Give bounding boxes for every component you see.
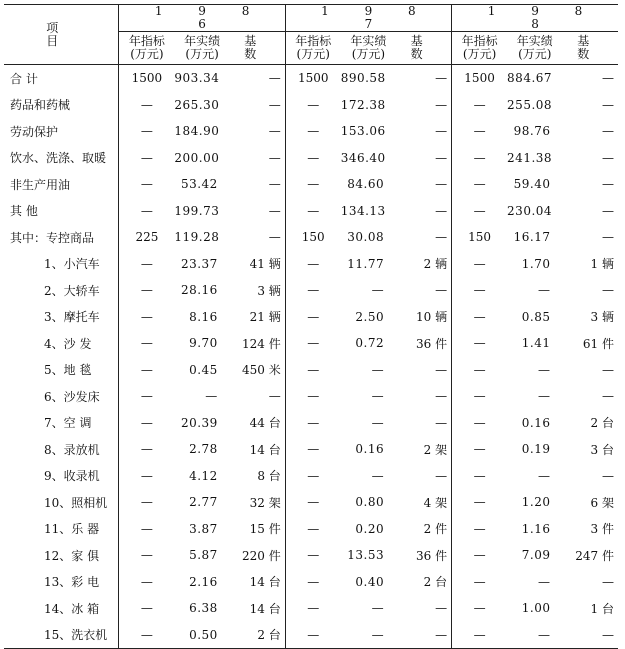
cell-base-1988: — — [602, 362, 614, 377]
cell-actual-1987: 153.06 — [340, 124, 386, 139]
row-item-label: 10、照相机 — [4, 489, 119, 516]
cell-base-1987: 2 辆 — [396, 251, 451, 278]
row-item-label: 3、摩托车 — [4, 304, 119, 331]
cell-actual-1987: — — [371, 389, 385, 404]
table-row — [4, 92, 618, 119]
col-header-target-line-2: (万元) — [462, 47, 497, 61]
cell-actual-1987: — — [371, 601, 385, 616]
cell-actual-1988: 1.70 — [521, 256, 551, 271]
cell-target-1986: — — [140, 97, 153, 112]
cell-actual-1988: 0.85 — [521, 309, 551, 324]
cell-target-1986: 225 — [135, 230, 159, 245]
cell-target-1987: — — [307, 97, 320, 112]
cell-actual-1987: — — [371, 415, 385, 430]
cell-base-1988: — — [602, 389, 614, 404]
col-header-actual-line-1: 年实绩 — [350, 34, 387, 48]
cell-actual-1988: 16.17 — [513, 230, 551, 245]
cell-actual-1986: 20.39 — [180, 415, 218, 430]
cell-actual-1987: 890.58 — [340, 71, 386, 86]
cell-base-1986: — — [230, 198, 285, 225]
cell-base-1988: 3 辆 — [590, 310, 614, 325]
cell-actual-1988: 98.76 — [513, 124, 551, 139]
statistics-table — [4, 4, 618, 649]
row-item-label: 合 计 — [4, 65, 119, 92]
cell-target-1986: — — [140, 177, 153, 192]
cell-target-1988: — — [473, 548, 486, 563]
col-header-base-line-1: 基 数 — [577, 34, 604, 61]
col-header-base-line-1: 基 数 — [244, 34, 271, 61]
row-item-label: 13、彩 电 — [4, 569, 119, 596]
cell-target-1988: — — [473, 389, 486, 404]
cell-actual-1987: 0.72 — [355, 336, 385, 351]
cell-actual-1988: 1.16 — [521, 521, 551, 536]
cell-target-1987: — — [307, 336, 320, 351]
cell-base-1988: 3 台 — [590, 442, 614, 457]
cell-target-1987: — — [307, 309, 320, 324]
cell-actual-1988: 0.16 — [521, 415, 551, 430]
cell-base-1986: — — [230, 171, 285, 198]
col-header-target-line-1: 年指标 — [295, 34, 332, 48]
cell-target-1986: — — [140, 601, 153, 616]
cell-actual-1986: 0.50 — [174, 622, 229, 649]
cell-target-1986: — — [140, 521, 153, 536]
cell-actual-1986: 9.70 — [189, 336, 218, 351]
cell-base-1986: — — [230, 92, 285, 119]
cell-target-1986: — — [140, 468, 153, 483]
cell-base-1986: 14 台 — [230, 595, 285, 622]
cell-base-1986: 44 台 — [230, 410, 285, 437]
cell-base-1988: — — [562, 622, 618, 649]
table-row — [4, 65, 618, 92]
cell-target-1988: — — [473, 309, 486, 324]
cell-actual-1988: 884.67 — [507, 71, 553, 86]
cell-target-1988: — — [473, 336, 486, 351]
cell-target-1988: 1500 — [464, 71, 495, 86]
cell-base-1987: — — [396, 224, 451, 251]
col-header-base-1988 — [562, 32, 618, 65]
cell-target-1988: — — [473, 203, 486, 218]
cell-target-1986: — — [140, 574, 153, 589]
table-row — [4, 198, 618, 225]
cell-base-1986: 450 米 — [230, 357, 285, 384]
cell-actual-1986: 3.87 — [189, 521, 218, 536]
cell-actual-1986: 184.90 — [174, 124, 220, 139]
cell-actual-1987: — — [371, 283, 385, 298]
cell-base-1988: 6 架 — [590, 495, 614, 510]
col-header-actual-line-2: (万元) — [185, 47, 219, 61]
cell-target-1987: — — [307, 389, 320, 404]
cell-target-1987: — — [307, 203, 320, 218]
cell-target-1986: — — [140, 548, 153, 563]
cell-target-1987: — — [307, 150, 320, 165]
table-row — [4, 277, 618, 304]
cell-base-1988: 2 台 — [590, 416, 614, 431]
cell-base-1987: — — [396, 622, 451, 649]
cell-actual-1988: — — [537, 574, 551, 589]
cell-base-1987: — — [396, 463, 451, 490]
cell-actual-1988: 0.19 — [521, 442, 551, 457]
cell-target-1988: — — [473, 362, 486, 377]
cell-actual-1986: 2.77 — [189, 495, 218, 510]
cell-target-1988: — — [473, 495, 486, 510]
cell-base-1987: — — [396, 383, 451, 410]
cell-actual-1986: 53.42 — [180, 177, 218, 192]
col-header-actual-line-1: 年实绩 — [516, 34, 553, 48]
cell-actual-1988: — — [537, 468, 551, 483]
cell-target-1987: — — [285, 622, 340, 649]
cell-base-1988: — — [602, 177, 614, 192]
cell-base-1987: — — [396, 171, 451, 198]
cell-actual-1986: 200.00 — [174, 150, 220, 165]
cell-actual-1986: 5.87 — [189, 548, 218, 563]
cell-target-1988: — — [473, 601, 486, 616]
cell-actual-1986: 903.34 — [174, 71, 220, 86]
cell-target-1988: — — [473, 124, 486, 139]
cell-base-1986: 21 辆 — [230, 304, 285, 331]
year-header-1987: 1 9 8 7 — [285, 5, 451, 32]
cell-base-1987: — — [396, 145, 451, 172]
cell-target-1988: — — [473, 574, 486, 589]
cell-target-1987: — — [307, 415, 320, 430]
cell-target-1986: — — [140, 389, 153, 404]
cell-base-1988: 1 台 — [590, 601, 614, 616]
cell-base-1988: 247 件 — [575, 548, 614, 563]
cell-target-1986: — — [140, 495, 153, 510]
cell-target-1987: — — [307, 521, 320, 536]
cell-target-1988: — — [473, 468, 486, 483]
cell-base-1987: 10 辆 — [396, 304, 451, 331]
cell-actual-1988: 1.41 — [521, 336, 551, 351]
cell-target-1987: — — [307, 574, 320, 589]
cell-actual-1986: 4.12 — [189, 468, 218, 483]
cell-base-1988: — — [602, 468, 614, 483]
table-row — [4, 118, 618, 145]
cell-actual-1987: 134.13 — [340, 203, 386, 218]
item-column-header: 项 目 — [4, 5, 119, 65]
cell-target-1987: — — [307, 468, 320, 483]
cell-base-1987: 36 件 — [396, 542, 451, 569]
col-header-base-line-1: 基 数 — [410, 34, 437, 61]
row-item-label: 劳动保护 — [4, 118, 119, 145]
cell-base-1986: 15 件 — [230, 516, 285, 543]
table-row — [4, 251, 618, 278]
table-row — [4, 357, 618, 384]
row-item-label: 4、沙 发 — [4, 330, 119, 357]
cell-target-1987: 150 — [301, 230, 325, 245]
cell-actual-1987: 0.40 — [355, 574, 385, 589]
col-header-base-1986 — [230, 32, 285, 65]
cell-base-1988: 3 件 — [590, 522, 614, 537]
table-row — [4, 383, 618, 410]
cell-actual-1988: 1.00 — [521, 601, 551, 616]
cell-actual-1988: 241.38 — [507, 150, 553, 165]
cell-base-1986: 32 架 — [230, 489, 285, 516]
cell-target-1988: — — [473, 415, 486, 430]
col-header-actual-line-2: (万元) — [351, 47, 386, 61]
cell-target-1986: — — [140, 124, 153, 139]
col-header-base-1987 — [396, 32, 451, 65]
table-row — [4, 542, 618, 569]
cell-target-1987: — — [307, 548, 320, 563]
cell-target-1987: — — [307, 362, 320, 377]
cell-actual-1988: 230.04 — [507, 203, 553, 218]
table-row — [4, 410, 618, 437]
cell-actual-1987: — — [341, 622, 396, 649]
cell-target-1988: — — [473, 521, 486, 536]
data-table-sheet — [4, 4, 618, 649]
cell-target-1986: — — [140, 442, 153, 457]
cell-target-1987: — — [307, 177, 320, 192]
cell-target-1988: — — [473, 150, 486, 165]
cell-base-1988: — — [602, 203, 614, 218]
cell-actual-1987: 0.80 — [355, 495, 385, 510]
cell-base-1987: — — [396, 65, 451, 92]
row-item-label: 1、小汽车 — [4, 251, 119, 278]
cell-base-1987: — — [396, 277, 451, 304]
row-item-label: 7、空 调 — [4, 410, 119, 437]
cell-target-1987: — — [307, 442, 320, 457]
cell-actual-1986: 23.37 — [180, 256, 218, 271]
cell-base-1987: — — [396, 595, 451, 622]
year-header-1986: 1 9 8 6 — [119, 5, 285, 32]
cell-base-1987: 4 架 — [396, 489, 451, 516]
cell-actual-1987: 11.77 — [347, 256, 385, 271]
col-header-target-line-2: (万元) — [296, 47, 330, 61]
table-row — [4, 436, 618, 463]
cell-actual-1987: 84.60 — [347, 177, 385, 192]
cell-target-1986: — — [140, 362, 153, 377]
cell-base-1986: — — [230, 118, 285, 145]
cell-base-1988: — — [602, 574, 614, 589]
year-header-1988: 1 9 8 8 — [452, 5, 618, 32]
cell-base-1987: 36 件 — [396, 330, 451, 357]
cell-actual-1988: — — [537, 362, 551, 377]
cell-actual-1986: 8.16 — [189, 309, 218, 324]
col-header-target-1988 — [452, 32, 507, 65]
cell-base-1988: — — [602, 150, 614, 165]
cell-base-1986: — — [230, 145, 285, 172]
cell-actual-1988: — — [537, 283, 551, 298]
cell-base-1987: — — [396, 92, 451, 119]
cell-actual-1987: 2.50 — [355, 309, 385, 324]
cell-base-1988: — — [602, 124, 614, 139]
cell-target-1986: — — [140, 150, 153, 165]
cell-base-1986: — — [230, 65, 285, 92]
cell-actual-1986: 2.16 — [189, 574, 218, 589]
cell-target-1986: — — [140, 309, 153, 324]
cell-target-1987: — — [307, 283, 320, 298]
cell-base-1986: 2 台 — [230, 622, 285, 649]
col-header-target-1986 — [119, 32, 174, 65]
row-item-label: 2、大轿车 — [4, 277, 119, 304]
cell-actual-1986: — — [205, 389, 218, 404]
col-header-actual-1986 — [174, 32, 229, 65]
row-item-label: 14、冰 箱 — [4, 595, 119, 622]
cell-base-1986: 14 台 — [230, 569, 285, 596]
cell-actual-1988: 1.20 — [521, 495, 551, 510]
cell-target-1986: — — [140, 415, 153, 430]
cell-base-1987: 2 台 — [396, 569, 451, 596]
cell-base-1986: 8 台 — [230, 463, 285, 490]
cell-target-1988: — — [473, 283, 486, 298]
col-header-target-line-1: 年指标 — [461, 34, 498, 48]
cell-base-1987: — — [396, 410, 451, 437]
table-body — [4, 65, 618, 649]
cell-actual-1986: 265.30 — [174, 97, 220, 112]
cell-base-1987: 2 件 — [396, 516, 451, 543]
cell-target-1986: — — [140, 336, 153, 351]
cell-actual-1987: 0.20 — [355, 521, 385, 536]
col-header-target-1987 — [285, 32, 340, 65]
cell-base-1986: 3 辆 — [230, 277, 285, 304]
cell-target-1988: — — [473, 177, 486, 192]
cell-base-1988: 1 辆 — [590, 257, 614, 272]
table-row — [4, 304, 618, 331]
table-row — [4, 595, 618, 622]
row-item-label: 6、沙发床 — [4, 383, 119, 410]
col-header-actual-1988 — [507, 32, 562, 65]
cell-actual-1987: — — [371, 468, 385, 483]
cell-base-1986: 14 台 — [230, 436, 285, 463]
row-item-label: 8、录放机 — [4, 436, 119, 463]
cell-target-1987: — — [307, 256, 320, 271]
cell-actual-1986: 6.38 — [189, 601, 218, 616]
cell-actual-1987: 172.38 — [340, 97, 386, 112]
col-header-target-line-2: (万元) — [130, 47, 164, 61]
row-item-label: 非生产用油 — [4, 171, 119, 198]
cell-base-1987: 2 架 — [396, 436, 451, 463]
cell-actual-1988: — — [507, 622, 562, 649]
cell-base-1987: — — [396, 118, 451, 145]
cell-actual-1986: 119.28 — [174, 230, 220, 245]
cell-actual-1988: 255.08 — [507, 97, 553, 112]
table-row — [4, 224, 618, 251]
cell-target-1987: — — [307, 601, 320, 616]
cell-base-1988: — — [602, 97, 614, 112]
table-row — [4, 516, 618, 543]
cell-actual-1987: 346.40 — [340, 150, 386, 165]
cell-target-1988: 150 — [468, 230, 492, 245]
cell-base-1987: — — [396, 357, 451, 384]
cell-target-1986: — — [140, 203, 153, 218]
cell-target-1988: — — [473, 256, 486, 271]
cell-target-1986: — — [140, 283, 153, 298]
cell-actual-1987: 0.16 — [355, 442, 385, 457]
table-row — [4, 145, 618, 172]
row-item-label: 其 他 — [4, 198, 119, 225]
cell-base-1986: 124 件 — [230, 330, 285, 357]
table-row — [4, 622, 618, 649]
col-header-actual-1987 — [341, 32, 396, 65]
table-row — [4, 489, 618, 516]
cell-target-1986: 1500 — [131, 71, 163, 86]
cell-base-1986: — — [230, 224, 285, 251]
cell-actual-1987: 30.08 — [347, 230, 385, 245]
cell-target-1987: — — [307, 124, 320, 139]
cell-base-1986: — — [230, 383, 285, 410]
table-row — [4, 330, 618, 357]
col-header-actual-line-1: 年实绩 — [184, 34, 221, 48]
cell-actual-1986: 0.45 — [189, 362, 218, 377]
cell-target-1987: — — [307, 495, 320, 510]
table-row — [4, 463, 618, 490]
row-item-label: 饮水、洗涤、取暖 — [4, 145, 119, 172]
row-item-label: 11、乐 器 — [4, 516, 119, 543]
cell-target-1986: — — [119, 622, 174, 649]
col-header-actual-line-2: (万元) — [518, 47, 552, 61]
cell-actual-1987: — — [371, 362, 385, 377]
cell-base-1987: — — [396, 198, 451, 225]
cell-target-1988: — — [452, 622, 507, 649]
row-item-label: 15、洗衣机 — [4, 622, 119, 649]
col-header-target-line-1: 年指标 — [128, 34, 165, 48]
cell-actual-1988: — — [537, 389, 551, 404]
cell-base-1988: — — [602, 71, 614, 86]
cell-base-1988: — — [602, 283, 614, 298]
cell-actual-1988: 7.09 — [521, 548, 551, 563]
cell-target-1986: — — [140, 256, 153, 271]
table-header — [4, 5, 618, 65]
row-item-label: 12、家 俱 — [4, 542, 119, 569]
table-row — [4, 569, 618, 596]
row-item-label: 5、地 毯 — [4, 357, 119, 384]
cell-base-1988: — — [602, 230, 614, 245]
cell-actual-1987: 13.53 — [347, 548, 385, 563]
row-item-label: 药品和药械 — [4, 92, 119, 119]
cell-target-1988: — — [473, 442, 486, 457]
cell-actual-1986: 199.73 — [174, 203, 220, 218]
cell-actual-1986: 2.78 — [189, 442, 218, 457]
row-item-label: 其中：专控商品 — [4, 224, 119, 251]
cell-base-1986: 220 件 — [230, 542, 285, 569]
cell-actual-1988: 59.40 — [513, 177, 551, 192]
cell-base-1988: 61 件 — [582, 336, 614, 351]
table-row — [4, 171, 618, 198]
cell-base-1986: 41 辆 — [230, 251, 285, 278]
cell-target-1987: 1500 — [297, 71, 329, 86]
cell-target-1988: — — [473, 97, 486, 112]
cell-actual-1986: 28.16 — [180, 283, 218, 298]
row-item-label: 9、收录机 — [4, 463, 119, 490]
